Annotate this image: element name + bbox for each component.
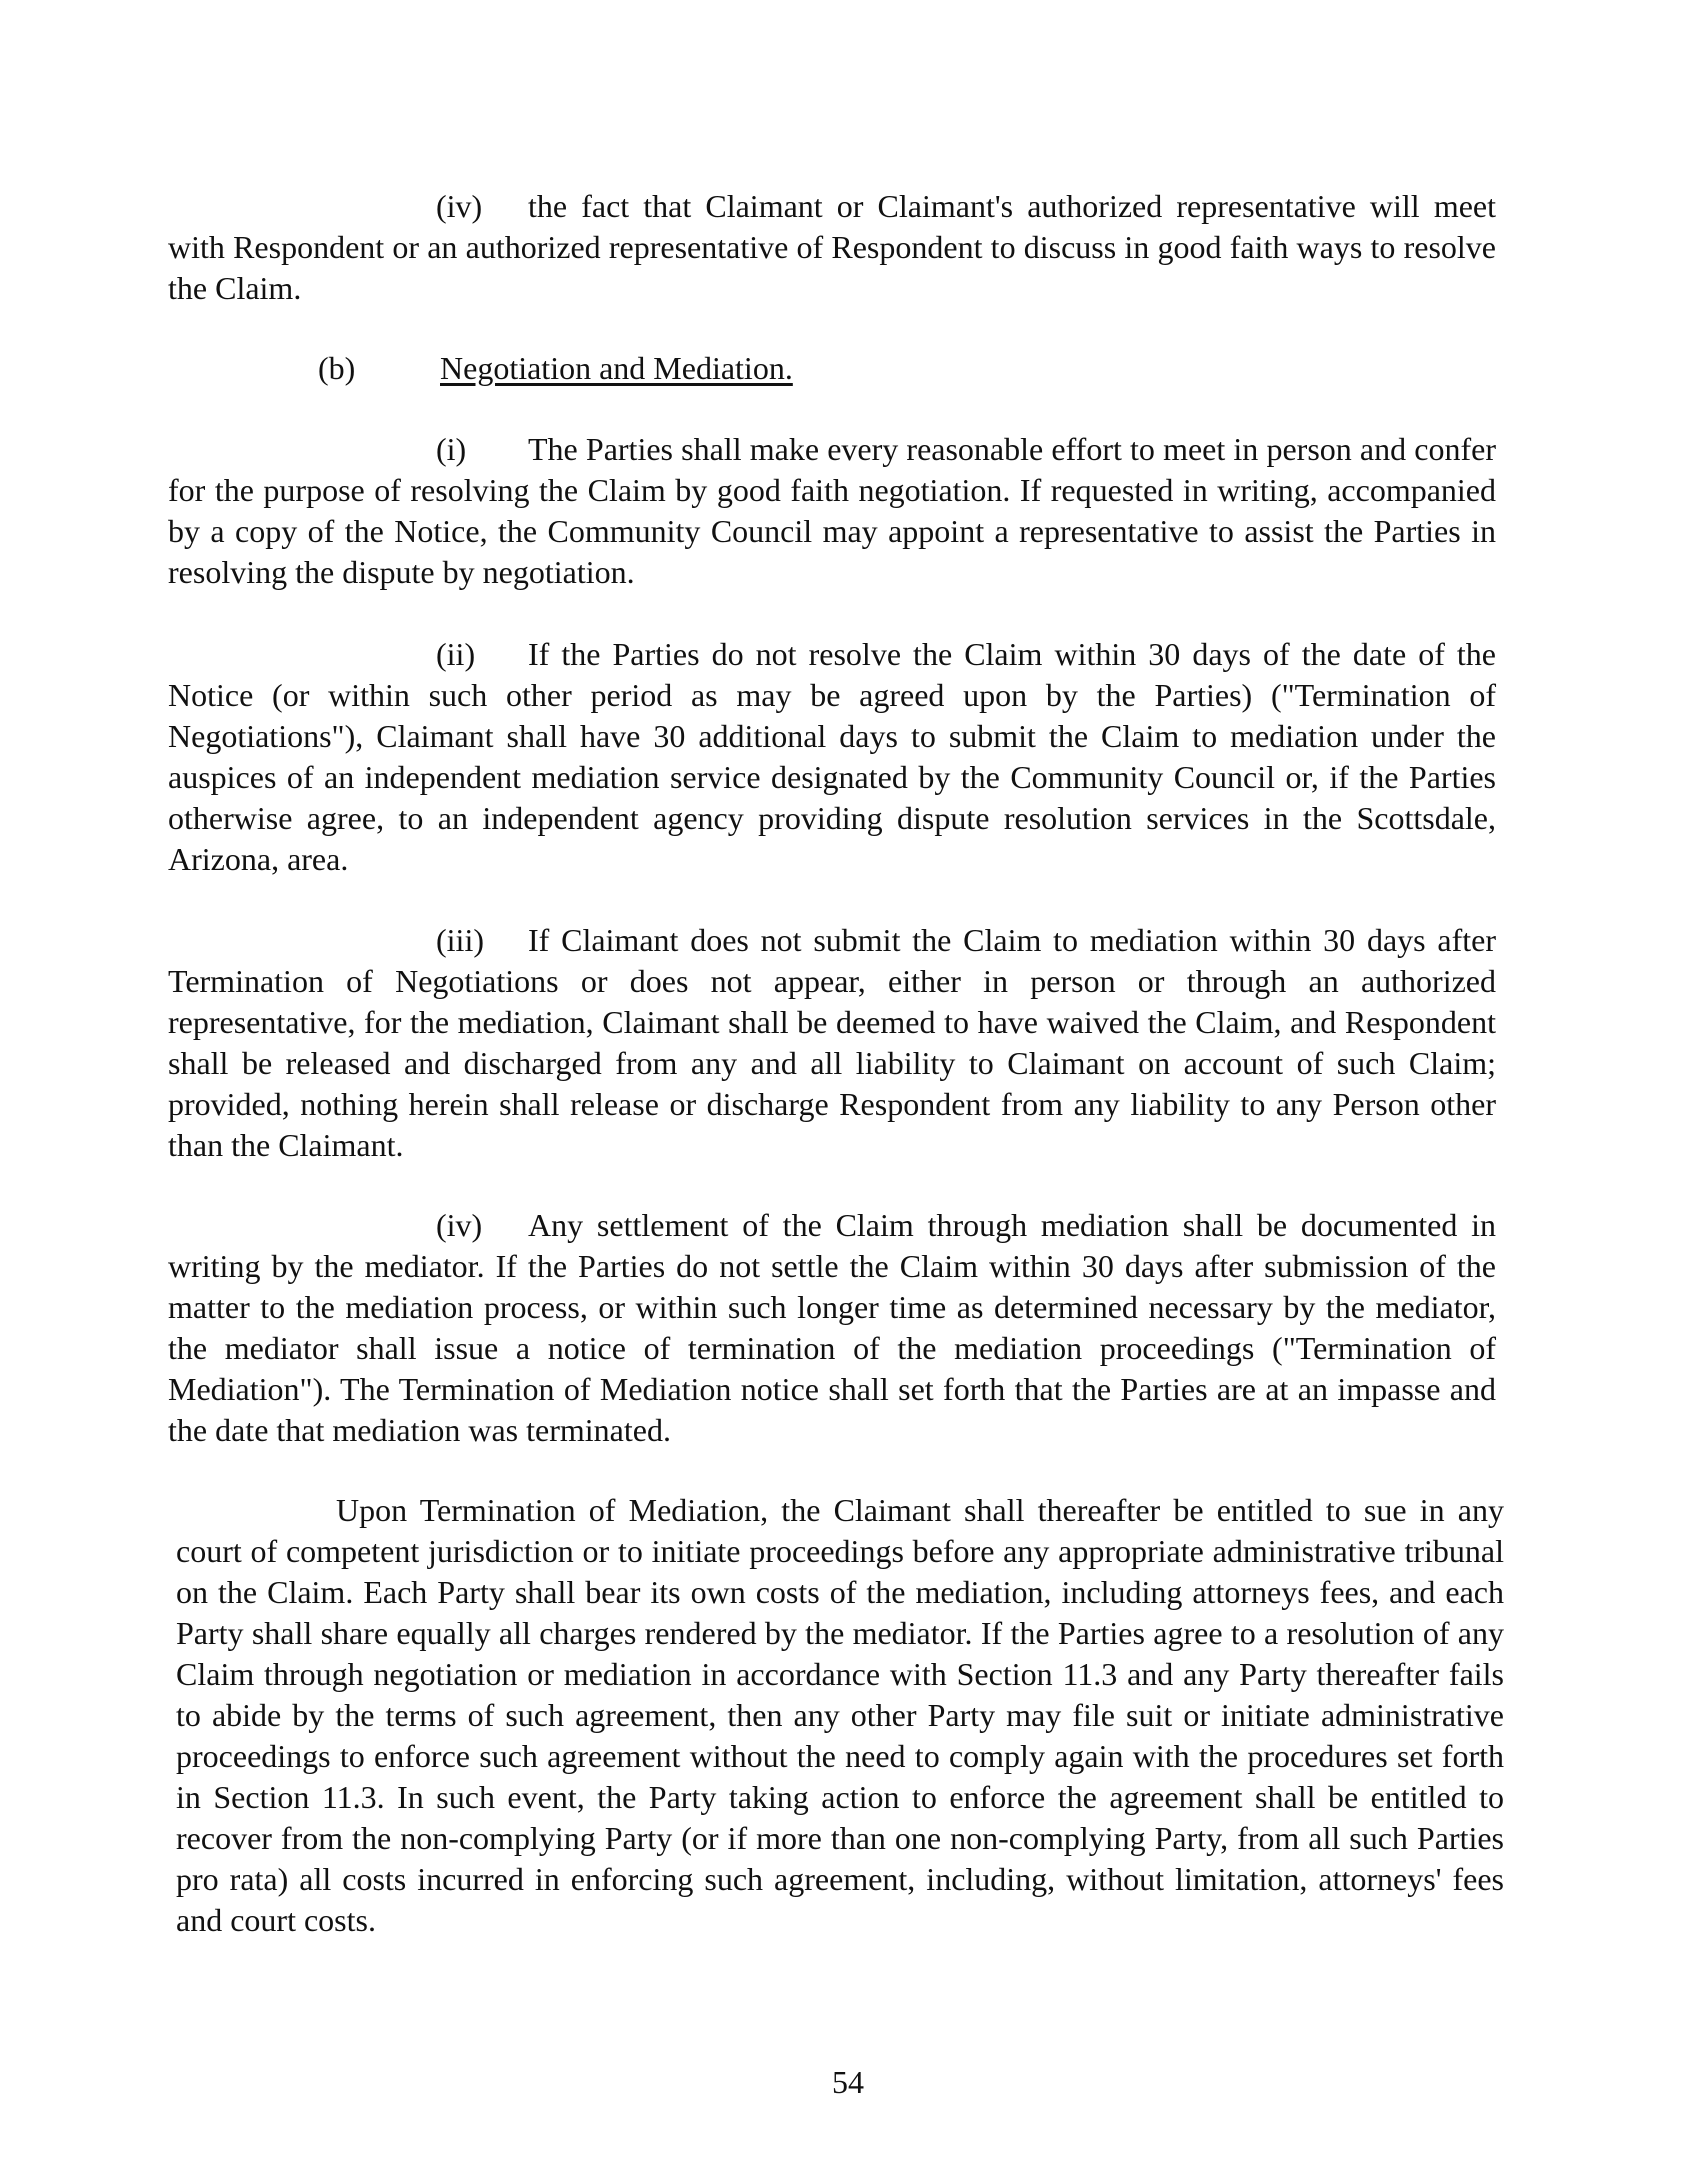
paragraph-number: (iv)	[436, 188, 483, 224]
section-b-heading	[318, 348, 793, 389]
paragraph-number: (iii)	[436, 922, 484, 958]
paragraph-ii	[168, 634, 1496, 880]
page-number: 54	[832, 2064, 864, 2100]
paragraph-text: The Parties shall make every reasonable effort to meet in person and confer for the purpose of resolving the Claim by good faith negotiation. If requested in writing, accompanied by a copy of the Notice, the Community Council may appoint a representative to assist the Parties in resolving the dispute by negotiation.	[168, 431, 1496, 590]
section-title: Negotiation and Mediation.	[440, 350, 793, 386]
paragraph-number: (iv)	[436, 1207, 483, 1243]
paragraph-i	[168, 429, 1496, 593]
paragraph-iv-bottom	[168, 1205, 1496, 1451]
paragraph-iii	[168, 920, 1496, 1166]
paragraph-text: If Claimant does not submit the Claim to mediation within 30 days after Termination of Negotiations or does not appear, either in person or through an authorized representative, for the mediation, Claimant shall be deemed to have waived the Claim, and Respondent shall be released and discharged from any and all liability to Claimant on account of such Claim; provided, nothing herein shall release or discharge Respondent from any liability to any Person other than the Claimant.	[168, 922, 1496, 1163]
paragraph-number: (i)	[436, 431, 467, 467]
paragraph-upon-termination	[176, 1490, 1504, 1941]
paragraph-text: Any settlement of the Claim through mediation shall be documented in writing by the mediator. If the Parties do not settle the Claim within 30 days after submission of the matter to the mediation process, or within such longer time as determined necessary by the mediator, the mediator shall issue a notice of termination of the mediation proceedings ("Termination of Mediation"). The Termination of Mediation notice shall set forth that the Parties are at an impasse and the date that mediation was terminated.	[168, 1207, 1496, 1448]
paragraph-iv-top	[168, 186, 1496, 309]
paragraph-text: the fact that Claimant or Claimant's authorized representative will meet with Respondent or an authorized representative of Respondent to discuss in good faith ways to resolve the Claim.	[168, 188, 1496, 306]
paragraph-text: Upon Termination of Mediation, the Claimant shall thereafter be entitled to sue in any court of competent jurisdiction or to initiate proceedings before any appropriate administrative tribunal on the Claim. Each Party shall bear its own costs of the mediation, including attorneys fees, and each Party shall share equally all charges rendered by the mediator. If the Parties agree to a resolution of any Claim through negotiation or mediation in accordance with Section 11.3 and any Party thereafter fails to abide by the terms of such agreement, then any other Party may file suit or initiate administrative proceedings to enforce such agreement without the need to comply again with the procedures set forth in Section 11.3. In such event, the Party taking action to enforce the agreement shall be entitled to recover from the non-complying Party (or if more than one non-complying Party, from all such Parties pro rata) all costs incurred in enforcing such agreement, including, without limitation, attorneys' fees and court costs.	[176, 1492, 1504, 1938]
paragraph-number: (ii)	[436, 636, 476, 672]
paragraph-text: If the Parties do not resolve the Claim within 30 days of the date of the Notice (or within such other period as may be agreed upon by the Parties) ("Termination of Negotiations"), Claimant shall have 30 additional days to submit the Claim to mediation under the auspices of an independent mediation service designated by the Community Council or, if the Parties otherwise agree, to an independent agency providing dispute resolution services in the Scottsdale, Arizona, area.	[168, 636, 1496, 877]
section-label: (b)	[318, 350, 356, 386]
